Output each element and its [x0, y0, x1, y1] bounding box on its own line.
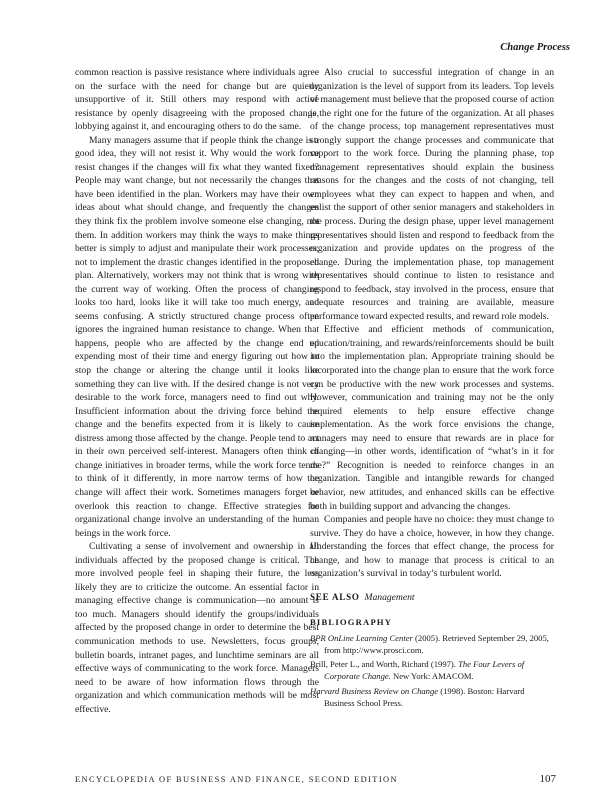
paragraph: Also crucial to successful integration of change in an organization is the level of support from its leaders. Top levels of management must believe that the proposed course of action is the right one for the future of the organization. At all phases of the change process, top management representatives must strongly support the change processes and communicate that support to the work force. During the planning phase, top management representatives should explain the business reasons for the changes and the costs of not changing, tell employees what they can expect to happen and when, and enlist the support of other senior managers and stakeholders in the process. During the design phase, upper level management representatives should listen and respond to feedback from the organization and provide updates on the progress of the change. During the implementation phase, top management representatives should continue to listen to resistance and respond to feedback, stay involved in the process, ensure that adequate resources and training are available, measure performance toward expected results, and reward role models. — [310, 67, 554, 322]
bibliography-entry — [310, 632, 554, 656]
see-also-label: SEE ALSO — [310, 591, 360, 602]
running-head: Change Process — [500, 42, 570, 53]
paragraph: Effective and efficient methods of communication, education/training, and rewards/reinforcements should be built into the implementation plan. Appropriate training should be incorporated into the change plan to ensure that the work force can be productive with the new work processes and systems. However, communication and training may not be the only required elements to help ensure effective change implementation. As the work force envisions the change, managers may need to ensure that rewards are in place for changing—in other words, identification of “what’s in it for me?” Recognition is needed to reinforce changes in an organization. Tangible and intangible rewards for changed behavior, new attitudes, and enhanced skills can be effective both in building support and advancing the changes. — [310, 324, 554, 512]
paragraph: common reaction is passive resistance where individuals agree on the surface with the need for change but are quietly unsupportive of it. Still others may respond with active resistance by openly disagreeing with the proposed change, lobbying against it, and encouraging others to do the same. — [75, 67, 319, 133]
bib-title: Harvard Business Review on Change — [310, 685, 439, 696]
see-also — [310, 591, 554, 605]
paragraph: Many managers assume that if people think the change is a good idea, they will not resist it. Why would the work force resist changes if the changes will fix what they wanted fixed? People may want change, but not necessarily the changes that have been identified in the plan. Workers may have their own ideas about what should change, and frequently the changes they think fix the problem involve someone else changing, not them. In addition workers may think the ways to make things better is simply to adjust and manipulate their work processes, not to implement the drastic changes identified in the proposed plan. Alternatively, workers may not think that is wrong with the current way of working. Often the process of changing looks too hard, looks like it will take too much energy, and seems confusing. A strictly structured change process often ignores the ingrained human resistance to change. When that happens, people who are affected by the change end up expending most of their time and energy figuring out how to stop the change or altering the change until it looks like something they can live with. If the desired change is not very desirable to the work force, managers need to find out why. Insufficient information about the driving force behind the change and the benefits expected from it is likely to cause distress among those affected by the change. People tend to act in their own perceived self-interest. Managers often think of change initiatives in broader terms, while the work force tends to think of it differently, in more narrow terms of how the change will affect their work. Sometimes managers forget or overlook this reaction to change. Effective strategies for organizational change involve an understanding of the human beings in the work force. — [75, 134, 319, 539]
see-also-link[interactable]: Management — [364, 591, 415, 603]
paragraph: Cultivating a sense of involvement and ownership in all individuals affected by the proposed change is critical. The more involved people feel in shaping their future, the less likely they are to criticize the outcome. An essential factor in managing effective change is communication—no amount is too much. Managers should identify the groups/individuals affected by the proposed change in order to determine the best communication methods to use. Newsletters, focus groups, bulletin boards, intranet pages, and lunchtime seminars are all effective ways of communicating to the work force. Managers need to be aware of how information flows through the organization and which communication methods will be most effective. — [75, 541, 319, 715]
bibliography-entry — [310, 658, 554, 682]
right-column — [310, 66, 554, 709]
left-column — [75, 66, 319, 716]
paragraph: Companies and people have no choice: they must change to survive. They do have a choice, however, in how they change. Understanding the forces that effect change, the process for change, and how to manage that process is critical to an organization’s survival in today’s turbulent world. — [310, 514, 554, 580]
page-number: 107 — [539, 773, 556, 785]
bibliography-heading: BIBLIOGRAPHY — [310, 617, 393, 628]
bib-rest: (2005). Retrieved September 29, 2005, from http://www.prosci.com. — [324, 632, 549, 656]
bib-authors: Brill, Peter L., and Worth, Richard (1997). — [310, 659, 459, 670]
bib-title: The Four Levers of Corporate Change. — [324, 659, 525, 682]
bib-rest: (1998). Boston: Harvard Business School Press. — [324, 685, 525, 708]
bibliography-entry — [310, 685, 554, 709]
bib-rest: New York: AMACOM. — [390, 671, 474, 682]
bib-title: BPR OnLine Learning Center — [310, 632, 413, 643]
footer-book-title: ENCYCLOPEDIA OF BUSINESS AND FINANCE, SECOND EDITION — [75, 775, 398, 784]
